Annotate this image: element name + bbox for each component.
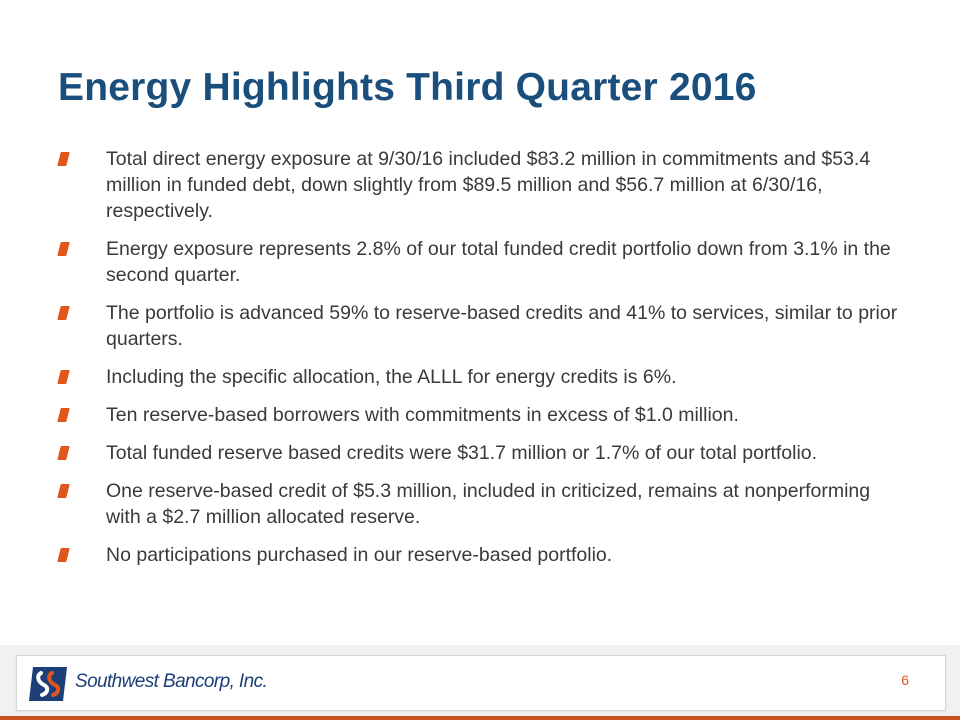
bullet-marker-icon [57, 370, 69, 384]
bullet-marker-icon [57, 446, 69, 460]
bullet-text: One reserve-based credit of $5.3 million, included in criticized, remains at nonperforming with a $2.7 million allocated reserve. [106, 480, 871, 528]
bullet-text: Total funded reserve based credits were $31.7 million or 1.7% of our total portfolio. [106, 442, 818, 464]
bullet-marker-icon [57, 242, 69, 256]
footer [0, 645, 960, 720]
bullet-text: Including the specific allocation, the ALLL for energy credits is 6%. [106, 366, 677, 388]
bullet-text: No participations purchased in our reserve-based portfolio. [106, 544, 613, 566]
bullet-item [0, 364, 960, 390]
bullet-item [0, 440, 960, 466]
bullet-marker-icon [57, 548, 69, 562]
bullet-marker-icon [57, 306, 69, 320]
footer-bar [16, 655, 946, 711]
slide-title: Energy Highlights Third Quarter 2016 [58, 66, 757, 109]
bullet-item [0, 542, 960, 568]
bullet-marker-icon [57, 152, 69, 166]
footer-stripe [0, 716, 960, 720]
page-number: 6 [901, 672, 909, 688]
bullet-item [0, 402, 960, 428]
company-logo-icon [27, 662, 71, 706]
bullet-list [0, 146, 960, 568]
bullet-marker-icon [57, 408, 69, 422]
company-name: Southwest Bancorp, Inc. [75, 671, 268, 692]
bullet-item [0, 236, 960, 288]
bullet-text: Ten reserve-based borrowers with commitments in excess of $1.0 million. [106, 404, 739, 426]
bullet-text: Energy exposure represents 2.8% of our total funded credit portfolio down from 3.1% in the second quarter. [106, 238, 891, 286]
bullet-item [0, 478, 960, 530]
bullet-marker-icon [57, 484, 69, 498]
bullet-text: Total direct energy exposure at 9/30/16 included $83.2 million in commitments and $53.4 million in funded debt, down slightly from $89.5 million and $56.7 million at 6/30/16, respectively. [106, 148, 871, 222]
bullet-text: The portfolio is advanced 59% to reserve-based credits and 41% to services, similar to prior quarters. [106, 302, 898, 350]
bullet-item [0, 146, 960, 224]
bullet-item [0, 300, 960, 352]
